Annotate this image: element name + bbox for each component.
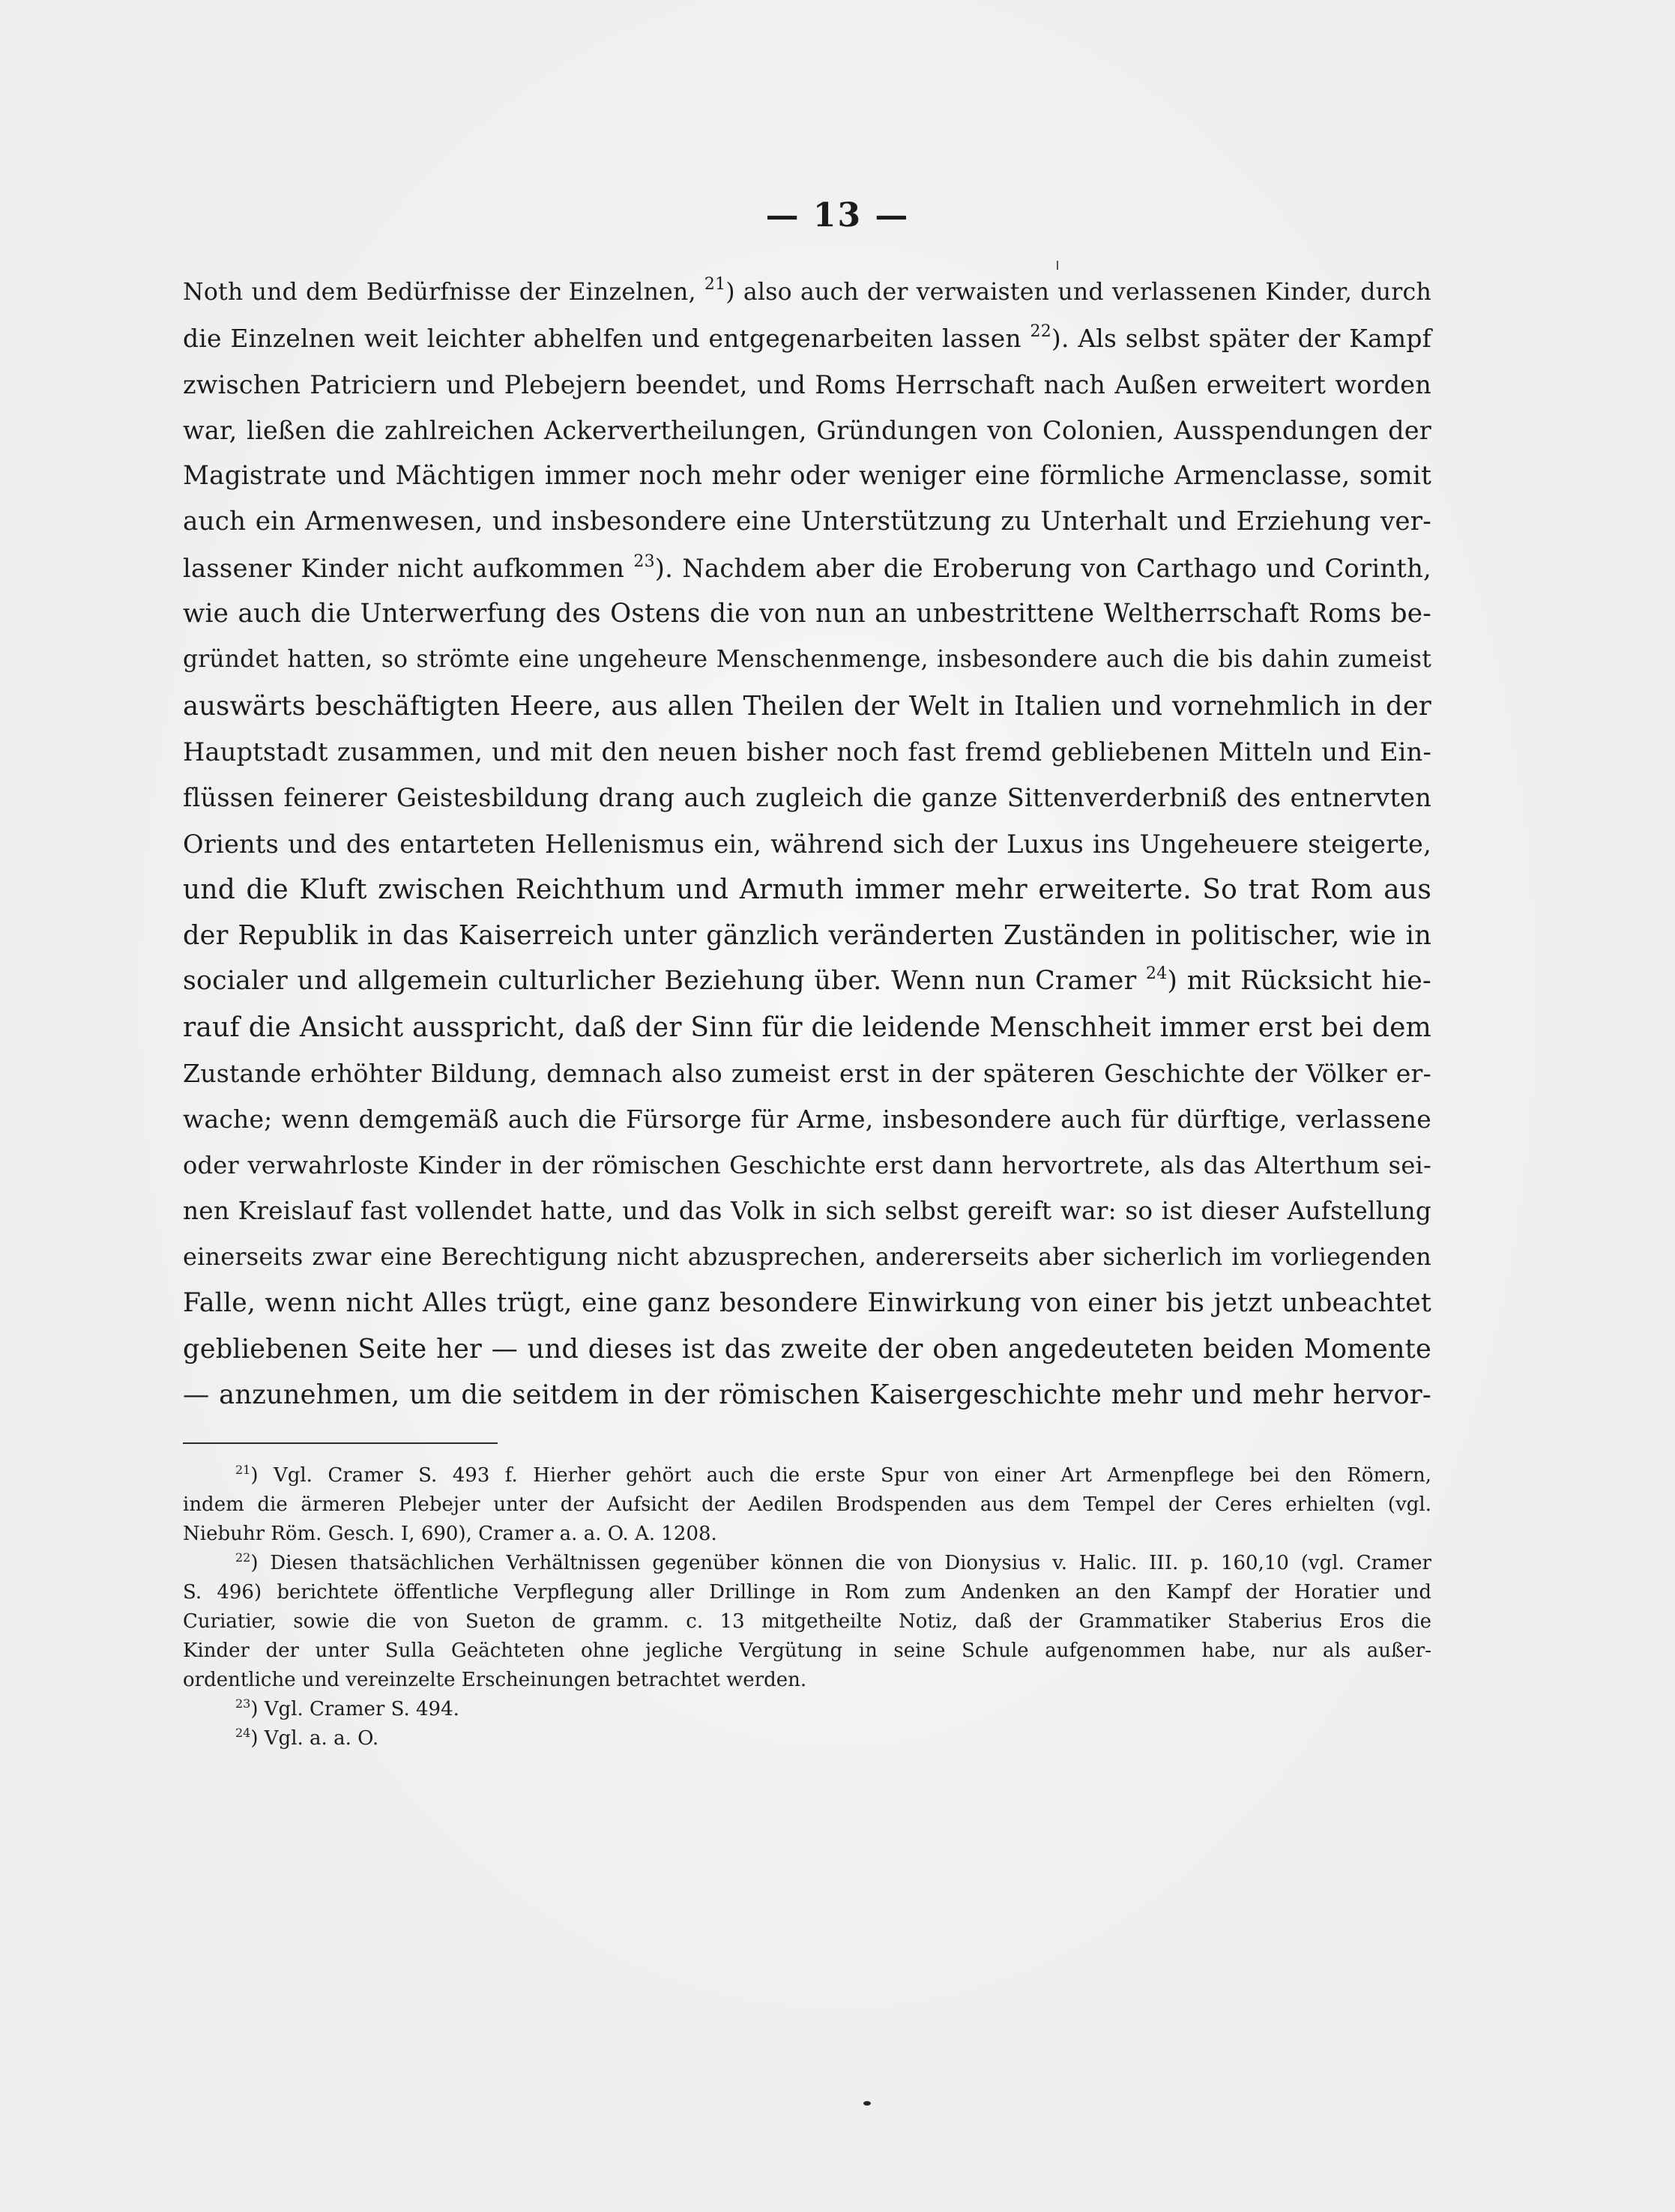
text-segment: die Einzelnen weit leichter abhelfen und entgegenarbeiten lassen xyxy=(183,324,1030,354)
text-segment: nen Kreislauf fast vollendet hatte, und das Volk in sich selbst gereift war: so ist dieser Aufstellung xyxy=(183,1196,1431,1225)
footnote-line xyxy=(183,1695,1431,1724)
footnote-line xyxy=(183,1549,1431,1578)
footnote-number: 21 xyxy=(235,1463,251,1477)
text-line xyxy=(183,637,1431,683)
footnote-text: Kinder der unter Sulla Geächteten ohne jegliche Vergütung in seine Schule aufgenommen habe, nur als außer- xyxy=(183,1640,1431,1662)
text-segment: der Republik in das Kaiserreich unter gänzlich veränderten Zuständen in politischer, wie in xyxy=(183,920,1431,952)
footnote-number: 24 xyxy=(235,1726,251,1740)
footnote-text: ) Diesen thatsächlichen Verhältnissen gegenüber können die von Dionysius v. Halic. III. p. 160,10 (vgl. Cramer xyxy=(250,1552,1431,1574)
text-line xyxy=(183,1234,1431,1280)
text-segment: ) mit Rücksicht hie- xyxy=(1167,966,1432,997)
footnote xyxy=(183,1724,1431,1753)
footnotes xyxy=(183,1461,1431,1753)
text-line xyxy=(183,1188,1431,1234)
footnote-reference: 23 xyxy=(633,552,655,571)
footnote-text: ) Vgl. Cramer S. 494. xyxy=(250,1698,459,1720)
text-segment: rauf die Ansicht ausspricht, daß der Sinn für die leidende Menschheit immer erst bei dem xyxy=(183,1012,1431,1043)
footnote-separator xyxy=(183,1442,498,1444)
main-text xyxy=(183,270,1431,1418)
footnote-line xyxy=(183,1461,1431,1490)
text-segment: zwischen Patriciern und Plebejern beendet, und Roms Herrschaft nach Außen erweitert worden xyxy=(183,369,1431,399)
text-segment: Magistrate und Mächtigen immer noch mehr oder weniger eine förmliche Armenclasse, somit xyxy=(183,461,1431,492)
page-number: — 13 — xyxy=(765,196,910,235)
footnote-text: ordentliche und vereinzelte Erscheinungen betrachtet werden. xyxy=(183,1669,807,1691)
text-line xyxy=(183,729,1431,775)
footnote-number: 23 xyxy=(235,1696,251,1711)
text-line xyxy=(183,1372,1431,1418)
footnote-line xyxy=(183,1520,1431,1549)
text-segment: — anzunehmen, um die seitdem in der römischen Kaisergeschichte mehr und mehr hervor- xyxy=(183,1380,1431,1411)
text-line xyxy=(183,1096,1431,1142)
text-line xyxy=(183,867,1431,913)
text-segment: Orients und des entarteten Hellenismus ein, während sich der Luxus ins Ungeheuere steigerte, xyxy=(183,829,1431,859)
ink-mark xyxy=(1057,261,1058,270)
text-line xyxy=(183,499,1431,545)
text-line xyxy=(183,1051,1431,1096)
footnote-line xyxy=(183,1490,1431,1520)
text-line xyxy=(183,913,1431,958)
text-segment: lassener Kinder nicht aufkommen xyxy=(183,553,634,583)
text-segment: oder verwahrloste Kinder in der römischen Geschichte erst dann hervortrete, als das Alterthum sei- xyxy=(183,1150,1431,1179)
text-segment: gebliebenen Seite her — und dieses ist das zweite der oben angedeuteten beiden Momente xyxy=(183,1333,1431,1365)
text-segment: ) also auch der verwaisten und verlassenen Kinder, durch xyxy=(725,279,1431,306)
text-segment: wache; wenn demgemäß auch die Fürsorge für Arme, insbesondere auch für dürftige, verlassene xyxy=(183,1105,1431,1134)
text-line xyxy=(183,270,1431,315)
text-segment: ). Als selbst später der Kampf xyxy=(1051,324,1431,354)
footnote-reference: 24 xyxy=(1146,964,1168,984)
footnote-line xyxy=(183,1666,1431,1695)
footnote-reference: 22 xyxy=(1030,322,1051,342)
text-segment: und die Kluft zwischen Reichthum und Armuth immer mehr erweiterte. So trat Rom aus xyxy=(183,874,1431,905)
footnote-text: ) Vgl. Cramer S. 493 f. Hierher gehört auch die erste Spur von einer Art Armenpflege bei den Römern, xyxy=(250,1464,1431,1487)
text-line xyxy=(183,408,1431,453)
footnote-text: indem die ärmeren Plebejer unter der Aufsicht der Aedilen Brodspenden aus dem Tempel der Ceres erhielten (vgl. xyxy=(183,1493,1431,1516)
text-line xyxy=(183,362,1431,408)
text-segment: auswärts beschäftigten Heere, aus allen Theilen der Welt in Italien und vornehmlich in der xyxy=(183,690,1431,722)
ink-speck xyxy=(863,2101,871,2106)
text-segment: flüssen feinerer Geistesbildung drang auch zugleich die ganze Sittenverderbniß des entnervten xyxy=(183,783,1431,813)
footnote-text: ) Vgl. a. a. O. xyxy=(250,1727,379,1750)
text-line xyxy=(183,1005,1431,1051)
footnote xyxy=(183,1549,1431,1695)
text-segment: einerseits zwar eine Berechtigung nicht abzusprechen, andererseits aber sicherlich im vorliegenden xyxy=(183,1242,1431,1272)
footnote-reference: 21 xyxy=(704,275,726,294)
text-line xyxy=(183,958,1431,1004)
footnote-text: S. 496) berichtete öffentliche Verpflegung aller Drillinge in Rom zum Andenken an den Kampf der Horatier und xyxy=(183,1581,1431,1604)
footnote-number: 22 xyxy=(235,1550,251,1565)
footnote xyxy=(183,1461,1431,1549)
text-line xyxy=(183,775,1431,821)
footnote-line xyxy=(183,1724,1431,1753)
text-segment: socialer und allgemein culturlicher Beziehung über. Wenn nun Cramer xyxy=(183,966,1147,997)
text-line xyxy=(183,1281,1431,1326)
footnote-text: Curiatier, sowie die von Sueton de gramm. c. 13 mitgetheilte Notiz, daß der Grammatiker Staberius Eros die xyxy=(183,1610,1431,1633)
text-segment: Noth und dem Bedürfnisse der Einzelnen, xyxy=(183,279,704,306)
text-line xyxy=(183,315,1431,361)
text-segment: ). Nachdem aber die Eroberung von Carthago und Corinth, xyxy=(654,553,1431,583)
footnote-line xyxy=(183,1637,1431,1666)
text-segment: war, ließen die zahlreichen Ackervertheilungen, Gründungen von Colonien, Ausspendungen der xyxy=(183,415,1431,445)
text-segment: wie auch die Unterwerfung des Ostens die von nun an unbestrittene Weltherrschaft Roms be- xyxy=(183,599,1431,629)
text-segment: Zustande erhöhter Bildung, demnach also zumeist erst in der späteren Geschichte der Völker er- xyxy=(183,1059,1431,1089)
text-line xyxy=(183,591,1431,637)
footnote-text: Niebuhr Röm. Gesch. I, 690), Cramer a. a. O. A. 1208. xyxy=(183,1523,717,1545)
text-line xyxy=(183,1326,1431,1372)
text-line xyxy=(183,453,1431,499)
text-segment: gründet hatten, so strömte eine ungeheure Menschenmenge, insbesondere auch die bis dahin zumeist xyxy=(183,646,1431,674)
footnote xyxy=(183,1695,1431,1724)
footnote-line xyxy=(183,1578,1431,1607)
text-line xyxy=(183,1143,1431,1188)
text-segment: Falle, wenn nicht Alles trügt, eine ganz besondere Einwirkung von einer bis jetzt unbeachtet xyxy=(183,1287,1431,1318)
text-line xyxy=(183,683,1431,729)
text-segment: Hauptstadt zusammen, und mit den neuen bisher noch fast fremd gebliebenen Mitteln und Ein- xyxy=(183,737,1431,767)
text-line xyxy=(183,821,1431,867)
text-segment: auch ein Armenwesen, und insbesondere eine Unterstützung zu Unterhalt und Erziehung ver- xyxy=(183,507,1431,537)
footnote-line xyxy=(183,1607,1431,1637)
text-line xyxy=(183,546,1431,591)
